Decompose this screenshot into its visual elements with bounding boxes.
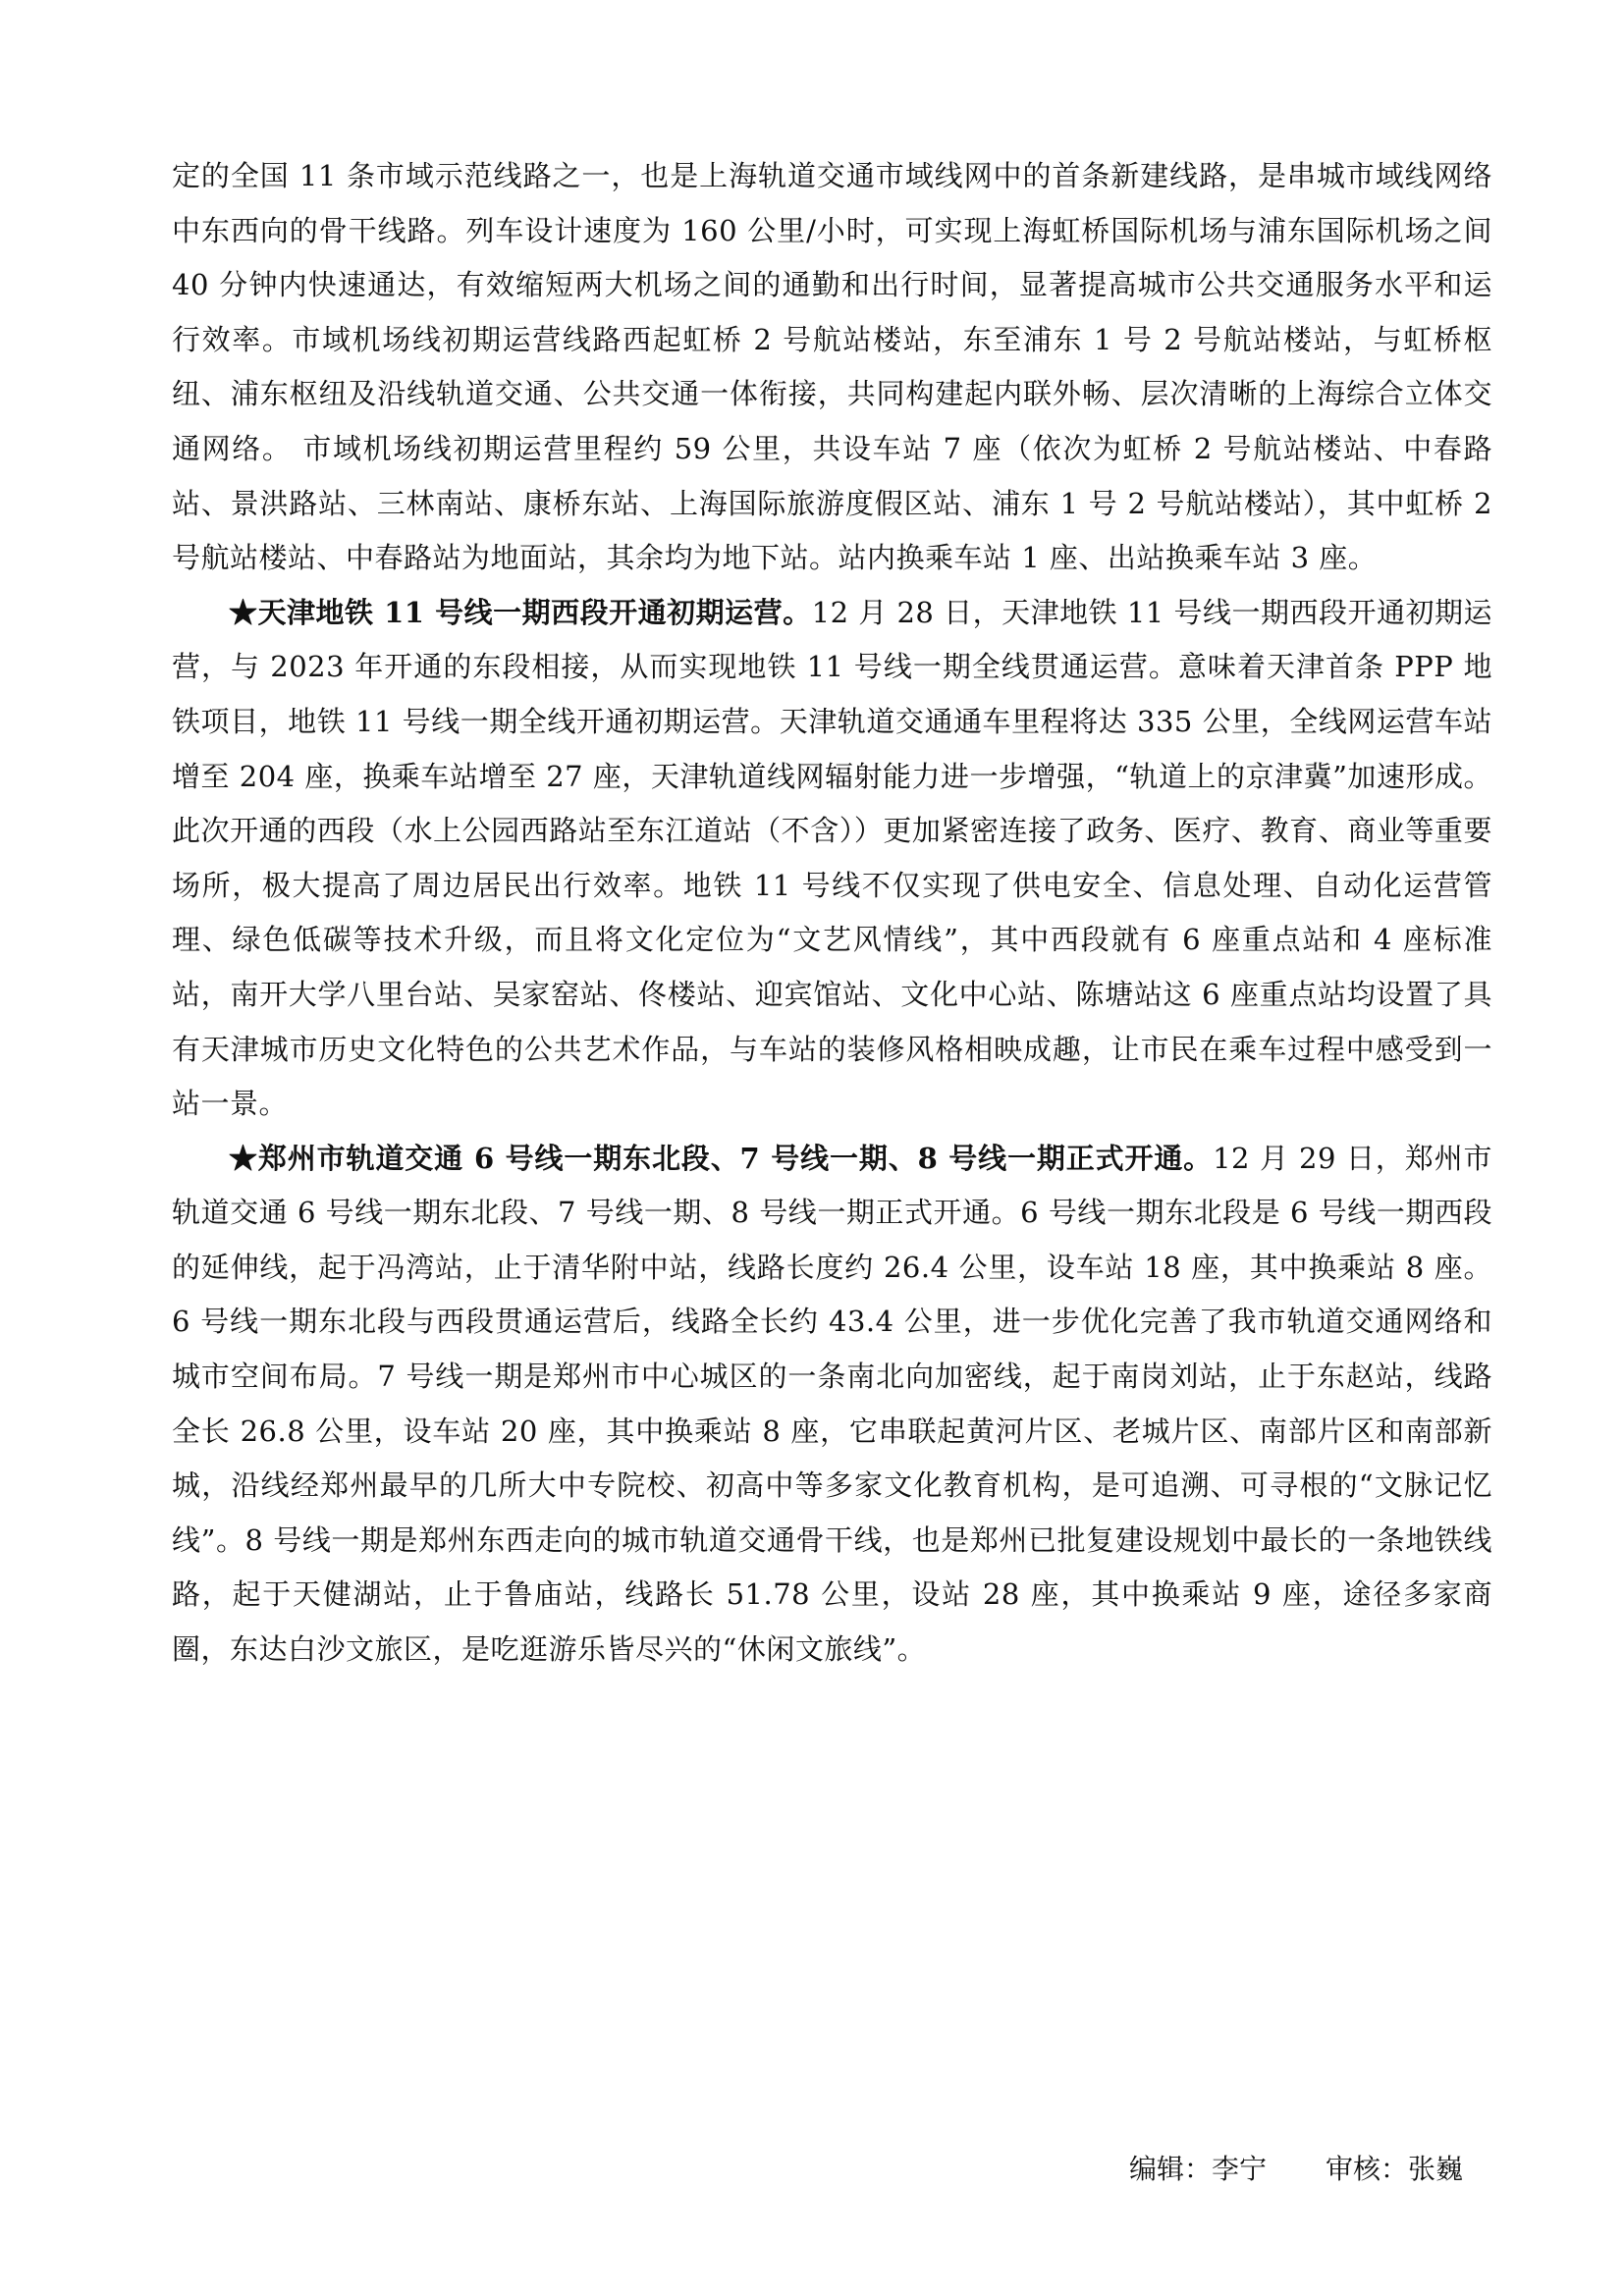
paragraph-heading: ★郑州市轨道交通 6 号线一期东北段、7 号线一期、8 号线一期正式开通。 (229, 1141, 1214, 1175)
paragraph-tianjin-line-11 (172, 586, 1492, 1132)
paragraph-text: 12 月 29 日，郑州市轨道交通 6 号线一期东北段、7 号线一期、8 号线一期正式开通。6 号线一期东北段是 6 号线一期西段的延伸线，起于冯湾站，止于清华附中站，线路长度约 26.4 公里，设车站 18 座，其中换乘站 8 座。6 号线一期东北段与西段贯通运营后，线路全长约 43.4 公里，进一步优化完善了我市轨道交通网络和城市空间布局。7 号线一期是郑州市中心城区的一条南北向加密线，起于南岗刘站，止于东赵站，线路全长 26.8 公里，设车站 20 座，其中换乘站 8 座，它串联起黄河片区、老城片区、南部片区和南部新城，沿线经郑州最早的几所大中专院校、初高中等多家文化教育机构，是可追溯、可寻根的“文脉记忆线”。8 号线一期是郑州东西走向的城市轨道交通骨干线，也是郑州已批复建设规划中最长的一条地铁线路，起于天健湖站，止于鲁庙站，线路长 51.78 公里，设站 28 座，其中换乘站 9 座，途径多家商圈，东达白沙文旅区，是吃逛游乐皆尽兴的“休闲文旅线”。 (172, 1141, 1492, 1667)
paragraph-heading: ★天津地铁 11 号线一期西段开通初期运营。 (229, 595, 812, 629)
paragraph-text: 12 月 28 日，天津地铁 11 号线一期西段开通初期运营，与 2023 年开通的东段相接，从而实现地铁 11 号线一期全线贯通运营。意味着天津首条 PPP 地铁项目，地铁 11 号线一期全线开通初期运营。天津轨道交通通车里程将达 335 公里，全线网运营车站增至 204 座，换乘车站增至 27 座，天津轨道线网辐射能力进一步增强，“轨道上的京津冀”加速形成。此次开通的西段（水上公园西路站至东江道站（不含））更加紧密连接了政务、医疗、教育、商业等重要场所，极大提高了周边居民出行效率。地铁 11 号线不仅实现了供电安全、信息处理、自动化运营管理、绿色低碳等技术升级，而且将文化定位为“文艺风情线”，其中西段就有 6 座重点站和 4 座标准站，南开大学八里台站、吴家窑站、佟楼站、迎宾馆站、文化中心站、陈塘站这 6 座重点站均设置了具有天津城市历史文化特色的公共艺术作品，与车站的装修风格相映成趣，让市民在乘车过程中感受到一站一景。 (172, 595, 1492, 1121)
paragraph-zhengzhou-lines (172, 1132, 1492, 1678)
paragraph-text: 定的全国 11 条市域示范线路之一，也是上海轨道交通市域线网中的首条新建线路，是串城市域线网络中东西向的骨干线路。列车设计速度为 160 公里/小时，可实现上海虹桥国际机场与浦东国际机场之间 40 分钟内快速通达，有效缩短两大机场之间的通勤和出行时间，显著提高城市公共交通服务水平和运行效率。市域机场线初期运营线路西起虹桥 2 号航站楼站，东至浦东 1 号 2 号航站楼站，与虹桥枢纽、浦东枢纽及沿线轨道交通、公共交通一体衔接，共同构建起内联外畅、层次清晰的上海综合立体交通网络。 市域机场线初期运营里程约 59 公里，共设车站 7 座（依次为虹桥 2 号航站楼站、中春路站、景洪路站、三林南站、康桥东站、上海国际旅游度假区站、浦东 1 号 2 号航站楼站），其中虹桥 2 号航站楼站、中春路站为地面站，其余均为地下站。站内换乘车站 1 座、出站换乘车站 3 座。 (172, 159, 1492, 575)
article-body (172, 149, 1492, 1678)
paragraph-shanghai-airport-line (172, 149, 1492, 586)
editor-credit: 编辑：李宁 (1129, 2153, 1268, 2185)
reviewer-credit: 审核：张巍 (1326, 2153, 1464, 2185)
editorial-credits (1129, 2150, 1522, 2189)
